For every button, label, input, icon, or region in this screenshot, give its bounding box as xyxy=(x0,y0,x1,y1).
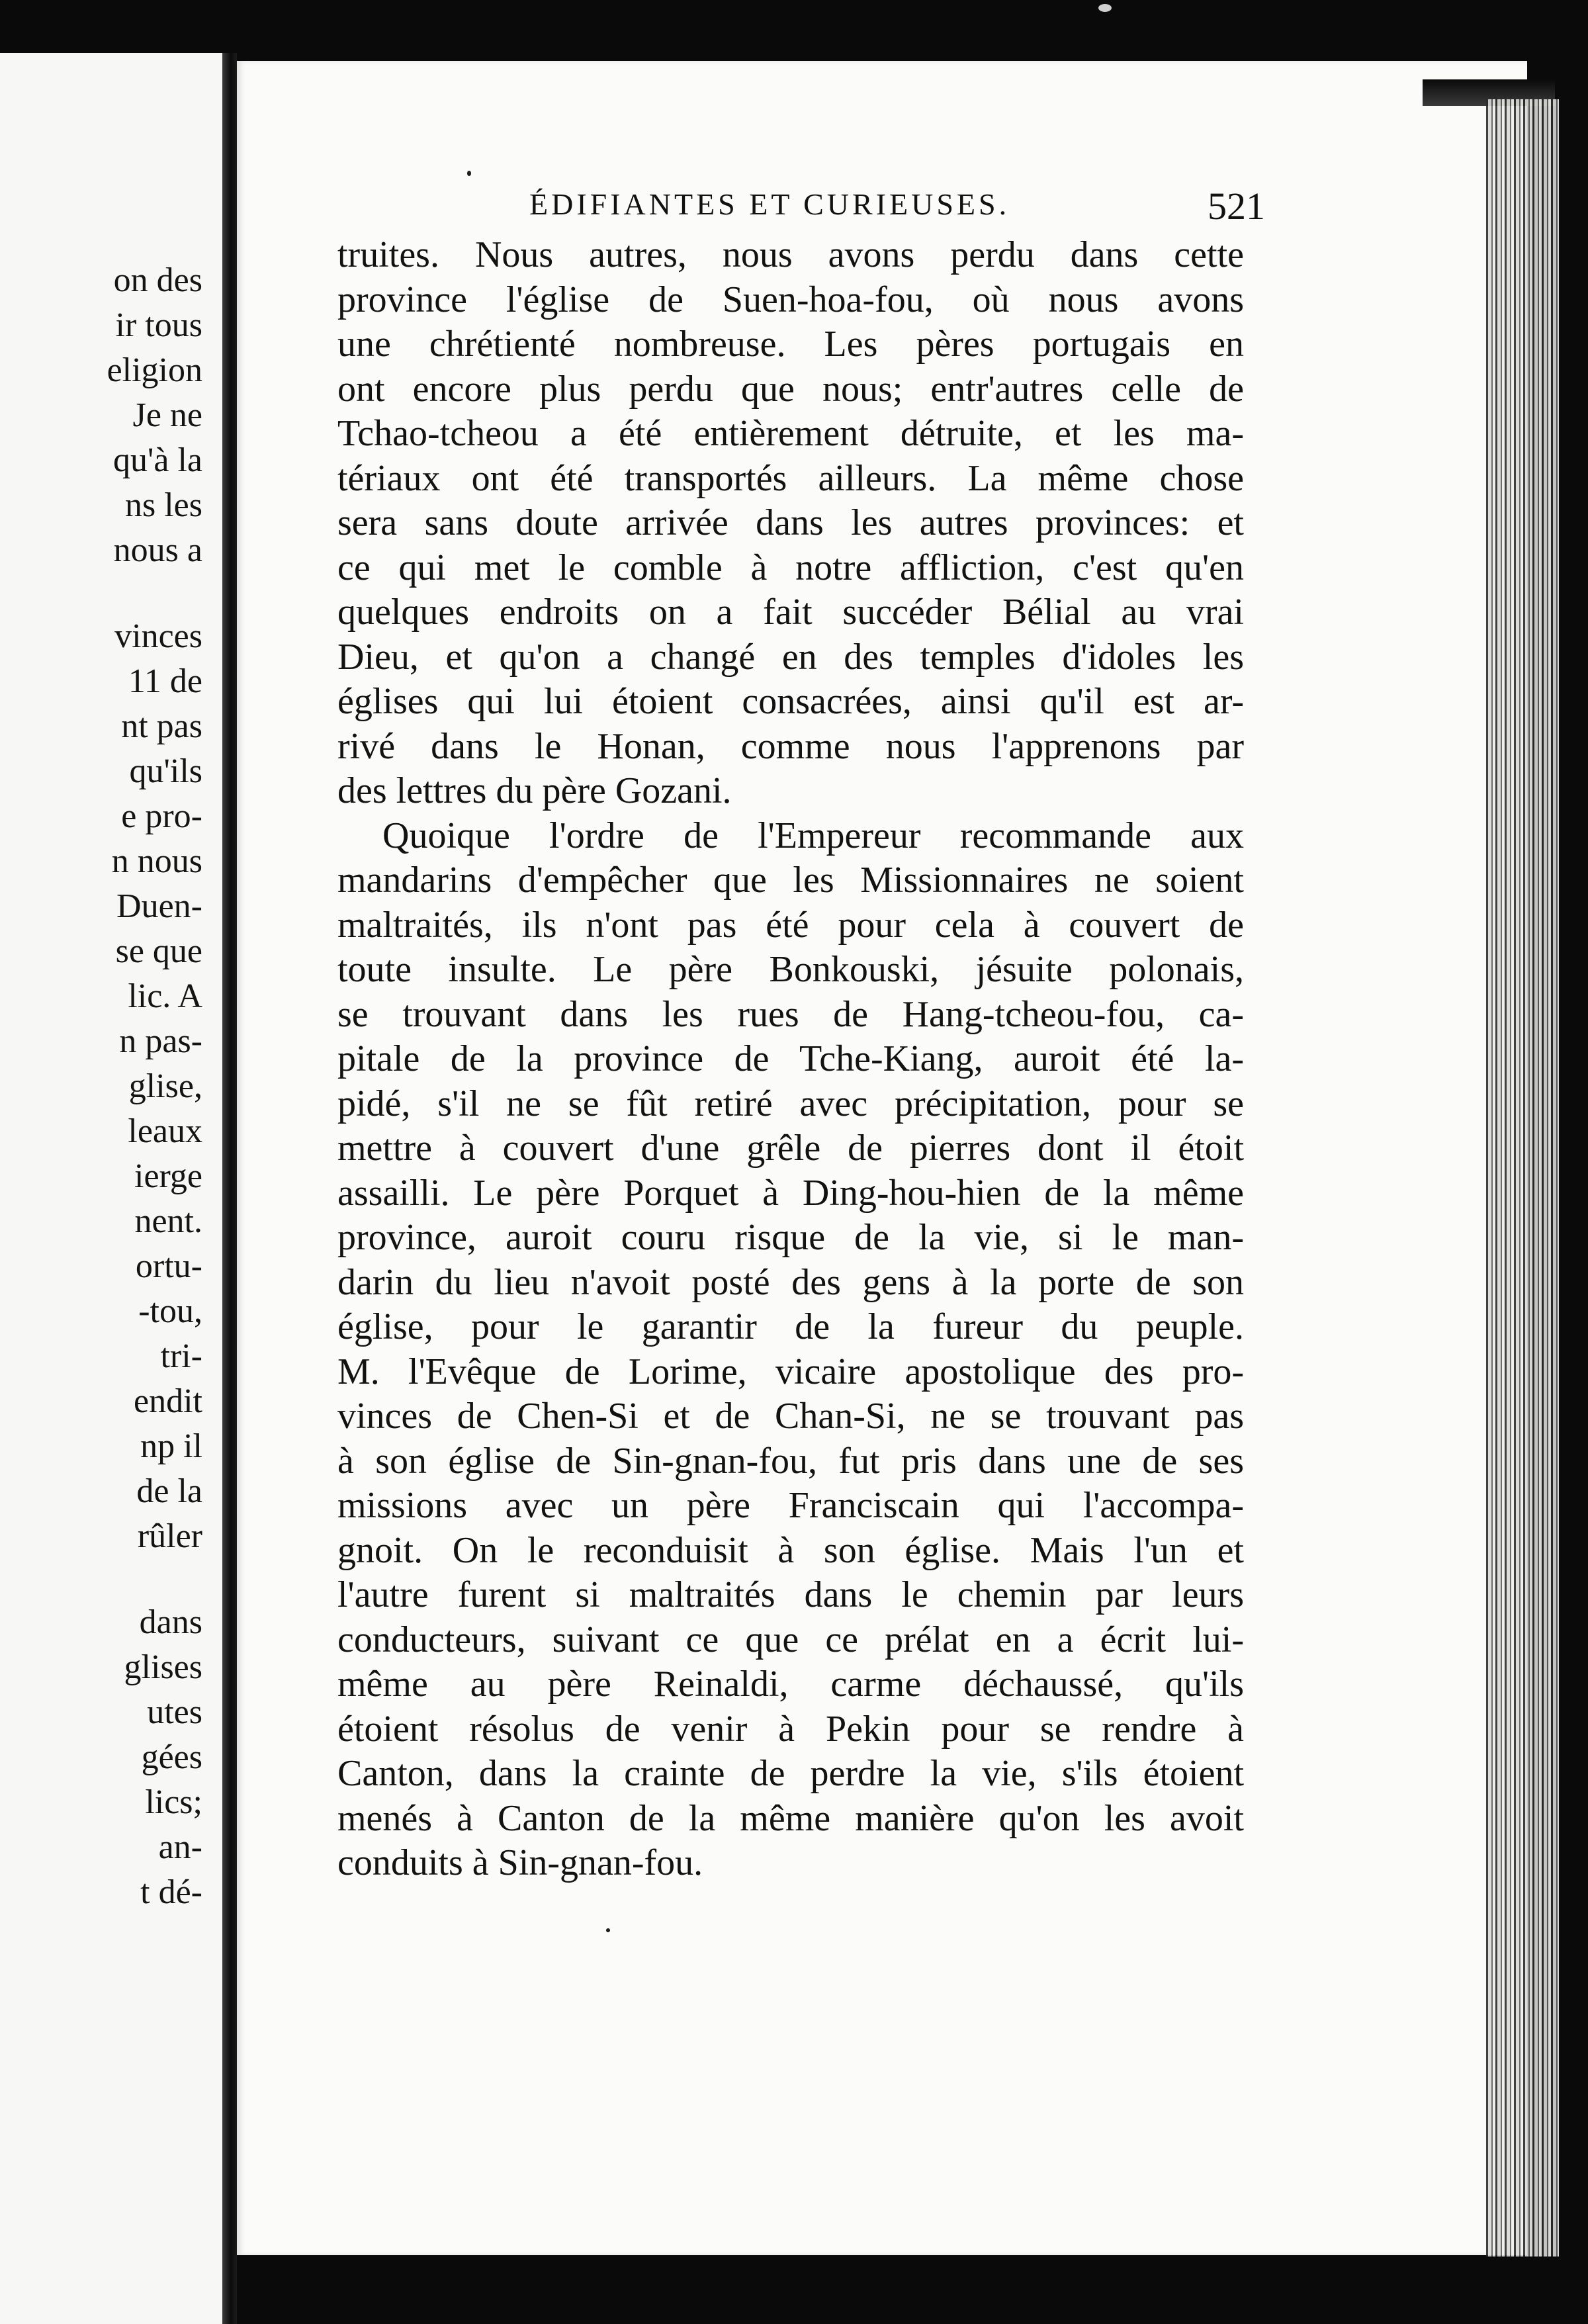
running-title: ÉDIFIANTES ET CURIEUSES. xyxy=(529,187,1010,221)
text-line: églises qui lui étoient consacrées, ainsi qu'il est ar- xyxy=(337,681,1244,722)
paragraph-first-line: Quoique l'ordre de l'Empereur recommande aux xyxy=(382,815,1244,856)
text-line: assailli. Le père Porquet à Ding-hou-hien de la même xyxy=(337,1172,1244,1214)
text-line: conducteurs, suivant ce que ce prélat en a écrit lui- xyxy=(337,1619,1244,1660)
left-page-line: de la xyxy=(136,1472,202,1510)
body-text xyxy=(337,233,1244,1886)
left-page-line: on des xyxy=(113,261,202,299)
left-page-line: nt pas xyxy=(121,707,202,745)
text-line: Tchao-tcheou a été entièrement détruite, et les ma- xyxy=(337,413,1244,454)
text-line: rivé dans le Honan, comme nous l'apprenons par xyxy=(337,725,1244,767)
left-page-line: n nous xyxy=(111,842,202,880)
left-page-line: np il xyxy=(140,1427,202,1465)
left-page-line: ortu- xyxy=(135,1247,202,1285)
left-page-line: dans xyxy=(139,1603,202,1641)
text-line: étoient résolus de venir à Pekin pour se rendre à xyxy=(337,1708,1244,1750)
left-page-line: t dé- xyxy=(140,1873,202,1911)
text-line: l'autre furent si maltraités dans le chemin par leurs xyxy=(337,1574,1244,1615)
text-line: sera sans doute arrivée dans les autres provinces: et xyxy=(337,502,1244,543)
left-page-line: lics; xyxy=(145,1783,202,1821)
left-page-line: nous a xyxy=(113,531,202,569)
left-page-line: leaux xyxy=(128,1112,202,1150)
left-page-line: Je ne xyxy=(132,396,202,434)
text-line: province l'église de Suen-hoa-fou, où nous avons xyxy=(337,279,1244,320)
text-line: ce qui met le comble à notre affliction, c'est qu'en xyxy=(337,547,1244,588)
left-page-line: eligion xyxy=(107,351,202,389)
left-page-line: tri- xyxy=(160,1337,202,1375)
text-line: se trouvant dans les rues de Hang-tcheou-fou, ca- xyxy=(337,993,1244,1035)
left-page-line: utes xyxy=(147,1693,202,1731)
text-line: vinces de Chen-Si et de Chan-Si, ne se trouvant pas xyxy=(337,1396,1244,1437)
left-page-line: 11 de xyxy=(128,662,202,700)
scan-speck xyxy=(467,171,471,176)
left-page-line: glises xyxy=(124,1648,202,1686)
left-page-line: n pas- xyxy=(119,1022,202,1060)
left-page-line: -tou, xyxy=(138,1292,202,1330)
text-line: mandarins d'empêcher que les Missionnaires ne soient xyxy=(337,860,1244,901)
scan-speck xyxy=(606,1928,610,1932)
left-page-line: nent. xyxy=(134,1202,202,1240)
text-line: pidé, s'il ne se fût retiré avec précipitation, pour se xyxy=(337,1083,1244,1124)
text-line: une chrétienté nombreuse. Les pères portugais en xyxy=(337,324,1244,365)
left-page-line: qu'à la xyxy=(113,441,202,479)
text-line: à son église de Sin-gnan-fou, fut pris dans une de ses xyxy=(337,1440,1244,1482)
left-page-line: se que xyxy=(115,932,202,970)
left-page-line: glise, xyxy=(128,1067,202,1105)
running-head xyxy=(331,185,1265,233)
left-page-line: rûler xyxy=(137,1517,202,1555)
left-facing-page xyxy=(0,53,225,2324)
left-page-line: lic. A xyxy=(128,977,202,1015)
left-page-line: ir tous xyxy=(115,306,202,344)
text-line: mettre à couvert d'une grêle de pierres dont il étoit xyxy=(337,1128,1244,1169)
text-line: truites. Nous autres, nous avons perdu dans cette xyxy=(337,234,1244,275)
left-page-line: Duen- xyxy=(116,887,202,925)
page-edges xyxy=(1486,99,1559,2257)
text-line: pitale de la province de Tche-Kiang, auroit été la- xyxy=(337,1038,1244,1079)
text-line: quelques endroits on a fait succéder Bélial au vrai xyxy=(337,592,1244,633)
text-line: église, pour le garantir de la fureur du peuple. xyxy=(337,1306,1244,1347)
text-line: tériaux ont été transportés ailleurs. La même chose xyxy=(337,457,1244,499)
text-line: Canton, dans la crainte de perdre la vie, s'ils étoient xyxy=(337,1753,1244,1794)
text-line: maltraités, ils n'ont pas été pour cela à couvert de xyxy=(337,904,1244,946)
left-page-line: endit xyxy=(134,1382,202,1420)
left-page-line: an- xyxy=(158,1828,202,1866)
text-line: des lettres du père Gozani. xyxy=(337,770,732,811)
book-gutter xyxy=(222,53,237,2324)
text-line: conduits à Sin-gnan-fou. xyxy=(337,1842,703,1883)
text-line: M. l'Evêque de Lorime, vicaire apostolique des pro- xyxy=(337,1351,1244,1392)
text-line: darin du lieu n'avoit posté des gens à la porte de son xyxy=(337,1261,1244,1303)
text-line: menés à Canton de la même manière qu'on les avoit xyxy=(337,1797,1244,1839)
left-page-line: ns les xyxy=(125,486,202,524)
text-line: province, auroit couru risque de la vie, si le man- xyxy=(337,1217,1244,1258)
left-page-line: qu'ils xyxy=(129,752,202,790)
left-page-line: e pro- xyxy=(121,797,202,835)
text-line: gnoit. On le reconduisit à son église. Mais l'un et xyxy=(337,1529,1244,1571)
left-page-line: ierge xyxy=(134,1157,202,1195)
text-line: toute insulte. Le père Bonkouski, jésuite polonais, xyxy=(337,949,1244,990)
left-page-line: gées xyxy=(141,1738,202,1776)
text-line: ont encore plus perdu que nous; entr'autres celle de xyxy=(337,368,1244,410)
text-line: même au père Reinaldi, carme déchaussé, qu'ils xyxy=(337,1664,1244,1705)
scan-speck xyxy=(1098,4,1112,12)
text-line: Dieu, et qu'on a changé en des temples d'idoles les xyxy=(337,636,1244,678)
left-page-line: vinces xyxy=(114,617,202,655)
page-number: 521 xyxy=(1208,185,1265,228)
text-line: missions avec un père Franciscain qui l'accompa- xyxy=(337,1485,1244,1526)
